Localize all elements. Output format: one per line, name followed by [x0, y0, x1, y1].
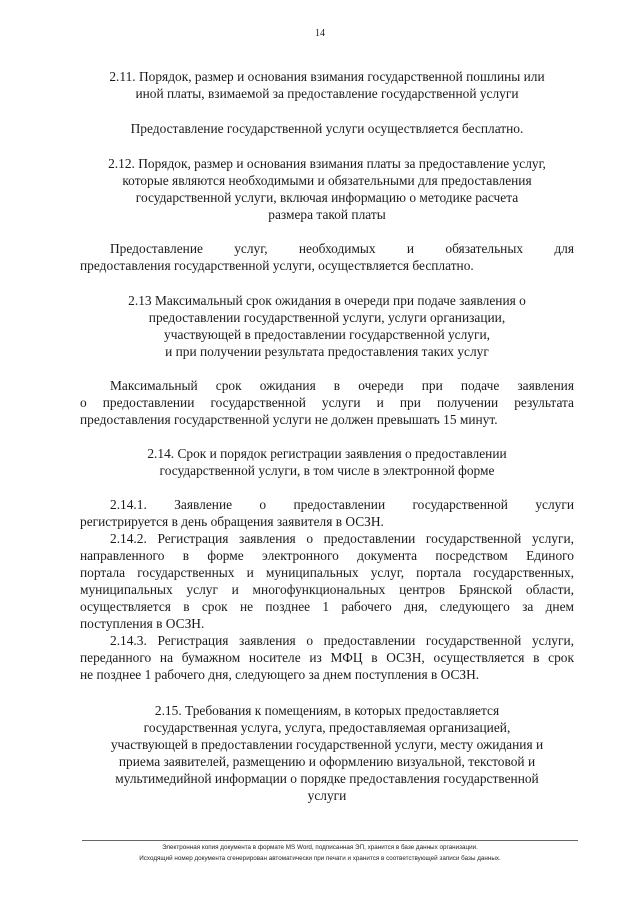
heading-line: участвующей в предоставлении государственной услуги, [164, 327, 490, 342]
paragraph-line: портала государственных и муниципальных услуг, портала государственных, [80, 565, 574, 580]
heading-line: и при получении результата предоставления таких услуг [165, 344, 489, 359]
page-number: 14 [315, 28, 325, 39]
heading-line: 2.13 Максимальный срок ожидания в очереди при подаче заявления о [128, 293, 526, 308]
paragraph-line: Предоставление государственной услуги осуществляется бесплатно. [130, 121, 524, 136]
heading-line: государственная услуга, услуга, предоставляемая организацией, [143, 720, 511, 735]
paragraph-line: регистрируется в день обращения заявителя в ОСЗН. [80, 514, 384, 529]
heading-line: которые являются необходимыми и обязательными для предоставления [122, 173, 532, 188]
section-2-12-text [80, 240, 574, 274]
footer-divider [82, 840, 578, 841]
heading-line: услуги [307, 788, 347, 803]
section-2-15-heading [80, 702, 574, 804]
paragraph-line: о предоставлении государственной услуги и при получении результата [80, 395, 574, 410]
paragraph-line: муниципальных услуг и многофункциональных центров Брянской области, [80, 582, 574, 597]
heading-line: иной платы, взимаемой за предоставление государственной услуги [135, 86, 519, 101]
heading-line: 2.15. Требования к помещениям, в которых предоставляется [154, 703, 500, 718]
paragraph-line: не позднее 1 рабочего дня, следующего за днем поступления в ОСЗН. [80, 667, 480, 682]
paragraph-line: переданного на бумажном носителе из МФЦ в ОСЗН, осуществляется в срок [80, 650, 574, 665]
section-2-11-text [80, 120, 574, 137]
heading-line: 2.12. Порядок, размер и основания взимания платы за предоставление услуг, [108, 156, 546, 171]
heading-line: 2.14. Срок и порядок регистрации заявления о предоставлении [147, 446, 507, 461]
paragraph-line: предоставления государственной услуги не должен превышать 15 минут. [80, 412, 498, 427]
heading-line: 2.11. Порядок, размер и основания взимания государственной пошлины или [109, 69, 545, 84]
footer-line-2: Исходящий номер документа сгенерирован автоматически при печати и хранится в соответствующей записи базы данных. [139, 855, 501, 862]
section-2-12-heading [80, 155, 574, 223]
paragraph-line: Предоставление услуг, необходимых и обязательных для [110, 241, 574, 256]
section-2-13-heading [80, 292, 574, 360]
section-2-11-heading [80, 68, 574, 102]
paragraph-line: Максимальный срок ожидания в очереди при подаче заявления [110, 378, 574, 393]
paragraph-line: 2.14.1. Заявление о предоставлении государственной услуги [110, 497, 574, 512]
paragraph-line: направленного в форме электронного документа посредством Единого [80, 548, 574, 563]
heading-line: государственной услуги, в том числе в электронной форме [159, 463, 495, 478]
section-2-14-text [80, 496, 574, 683]
heading-line: мультимедийной информации о порядке предоставления государственной [115, 771, 539, 786]
heading-line: участвующей в предоставлении государственной услуги, месту ожидания и [110, 737, 544, 752]
heading-line: предоставлении государственной услуги, услуги организации, [148, 310, 506, 325]
section-2-14-heading [80, 445, 574, 479]
paragraph-line: предоставления государственной услуги, осуществляется бесплатно. [80, 258, 474, 273]
footer-line-1: Электронная копия документа в формате MS Word, подписанная ЭП, хранится в базе данных организации. [162, 844, 478, 851]
paragraph-line: поступления в ОСЗН. [80, 616, 205, 631]
heading-line: государственной услуги, включая информацию о методике расчета [135, 190, 519, 205]
heading-line: размера такой платы [268, 207, 386, 222]
paragraph-line: осуществляется в срок не позднее 1 рабочего дня, следующего за днем [80, 599, 574, 614]
paragraph-line: 2.14.3. Регистрация заявления о предоставлении государственной услуги, [110, 633, 574, 648]
section-2-13-text [80, 377, 574, 428]
paragraph-line: 2.14.2. Регистрация заявления о предоставлении государственной услуги, [110, 531, 574, 546]
heading-line: приема заявителей, размещению и оформлению визуальной, текстовой и [118, 754, 536, 769]
